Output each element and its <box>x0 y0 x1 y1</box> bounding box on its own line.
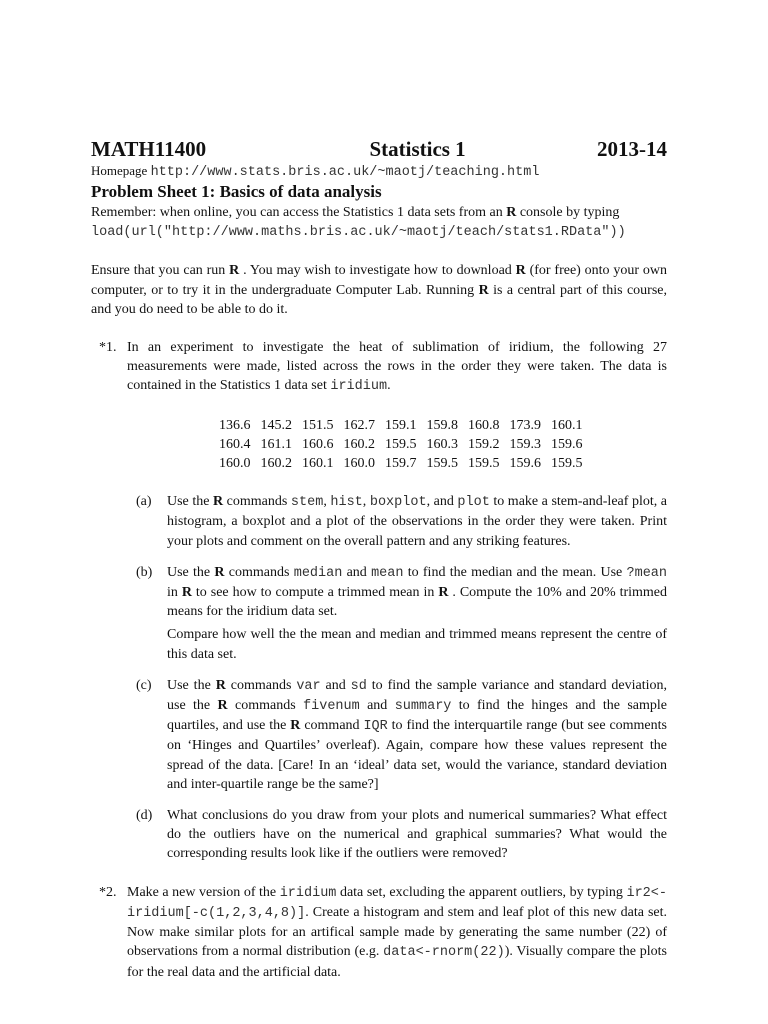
text: to make a stem-and-leaf plot, a histogram, a boxplot and a plot of the observations in the order they were taken. Print your plots and comment on the overall pattern and any striking features. <box>167 494 668 549</box>
subquestion-label: (c) <box>136 677 152 693</box>
academic-year: 2013-14 <box>597 137 667 161</box>
r-label: R <box>515 263 526 279</box>
code-mean: mean <box>371 565 404 581</box>
course-name: Statistics 1 <box>369 137 466 161</box>
text: in <box>167 585 182 601</box>
r-label: R <box>229 263 240 279</box>
data-cell: 160.2 <box>343 436 375 452</box>
text: commands <box>227 698 304 714</box>
data-cell: 136.6 <box>219 417 251 433</box>
text: data set, excluding the apparent outliers, by typing <box>336 884 627 900</box>
data-cell: 159.5 <box>426 456 458 472</box>
code-var: var <box>296 678 321 694</box>
course-code: MATH11400 <box>91 137 207 161</box>
question-1b-extra: Compare how well the the mean and median and trimmed means represent the centre of this data set. <box>167 627 667 662</box>
ensure-text: (for free) onto your own computer, or to try it in the undergraduate Computer Lab. Running <box>91 263 667 298</box>
problem-sheet-page <box>91 136 667 982</box>
r-label: R <box>214 564 225 580</box>
data-cell: 159.6 <box>551 436 583 452</box>
r-label: R <box>217 698 228 714</box>
homepage-line <box>91 163 667 181</box>
text: to find the interquartile range (but see comments on ‘Hinges and Quartiles’ overleaf). Again, compare how these values represent the spread of the data. [Care! In an ‘ideal’ data set, would the variance, standard deviation and inter-quartile range be the same?] <box>167 718 667 792</box>
text: . Compute the 10% and 20% trimmed means for the iridium data set. <box>167 585 667 620</box>
text: , and <box>426 494 458 510</box>
ensure-text: Ensure that you can run <box>91 263 230 279</box>
question-1a <box>136 492 667 551</box>
data-cell: 162.7 <box>343 417 375 433</box>
data-cell: 159.2 <box>468 436 500 452</box>
ensure-paragraph <box>91 261 667 319</box>
question-2-text <box>127 883 667 982</box>
code-summary: summary <box>394 699 452 715</box>
question-1a-text <box>167 492 667 551</box>
text: to find the sample variance and standard deviation, use the <box>167 677 667 714</box>
text: and <box>359 698 395 714</box>
text: to see how to compute a trimmed mean in <box>191 585 439 601</box>
load-command: load(url("http://www.maths.bris.ac.uk/~maotj/teach/stats1.RData")) <box>91 225 626 241</box>
remember-text-end: console by typing <box>516 205 620 220</box>
data-row <box>219 435 593 454</box>
r-label: R <box>506 205 517 220</box>
question-1 <box>91 338 667 864</box>
code-boxplot: boxplot <box>369 495 427 511</box>
r-label: R <box>213 494 224 510</box>
code-plot: plot <box>457 495 490 511</box>
data-row <box>219 454 593 473</box>
question-1d-text: What conclusions do you draw from your plots and numerical summaries? What effect do the outliers have on the numerical and graphical summaries? What would the corresponding results look like if the outliers were removed? <box>167 808 667 862</box>
code-sd: sd <box>350 678 367 694</box>
homepage-url[interactable]: http://www.stats.bris.ac.uk/~maotj/teaching.html <box>150 165 540 180</box>
remember-text: Remember: when online, you can access the Statistics 1 data sets from an <box>91 205 507 220</box>
r-label: R <box>290 718 301 734</box>
r-label: R <box>478 282 489 298</box>
data-cell: 160.1 <box>551 417 583 433</box>
subquestion-label: (d) <box>136 808 153 824</box>
text: and <box>320 677 351 693</box>
data-cell: 160.1 <box>302 456 334 472</box>
text: to find the median and the mean. Use <box>403 564 627 580</box>
data-cell: 159.3 <box>509 436 541 452</box>
remember-paragraph <box>91 203 667 242</box>
text: , <box>362 494 370 510</box>
data-cell: 159.6 <box>509 456 541 472</box>
ensure-text: . You may wish to investigate how to download <box>239 263 516 279</box>
text: , <box>323 494 331 510</box>
sheet-title: Problem Sheet 1: Basics of data analysis <box>91 182 382 201</box>
data-cell: 145.2 <box>260 417 292 433</box>
data-cell: 160.0 <box>219 456 251 472</box>
code-ir2: ir2<-iridium[-c(1,2,3,4,8)] <box>127 885 667 921</box>
code-iridium: iridium <box>279 885 337 901</box>
data-cell: 160.3 <box>426 436 458 452</box>
code-stem: stem <box>290 495 324 511</box>
data-cell: 160.4 <box>219 436 251 452</box>
text: . Create a histogram and stem and leaf plot of this new data set. Now make similar plots for an artifical sample made by generating the same number (22) of observations from a normal distribution (e.g. <box>127 904 667 960</box>
data-cell: 160.8 <box>468 417 500 433</box>
data-cell: 173.9 <box>509 417 541 433</box>
question-1b-text <box>167 563 667 622</box>
subquestion-label: (a) <box>136 494 152 510</box>
data-cell: 160.0 <box>343 456 375 472</box>
code-iqr: IQR <box>363 719 388 735</box>
data-row <box>219 416 593 435</box>
data-cell: 160.2 <box>260 456 292 472</box>
question-1-text <box>127 338 667 397</box>
data-cell: 159.8 <box>426 417 458 433</box>
code-hist: hist <box>330 495 363 511</box>
code-rnorm: data<-rnorm(22) <box>383 945 505 961</box>
homepage-label: Homepage <box>91 163 148 178</box>
text: command <box>300 718 364 734</box>
question-number: *1. <box>99 340 117 356</box>
code-help-mean: ?mean <box>626 565 668 581</box>
text: Use the <box>167 564 215 580</box>
question-1c-text <box>167 676 667 794</box>
text: and <box>342 564 372 580</box>
dataset-name: iridium <box>330 379 388 395</box>
data-cell: 159.7 <box>385 456 417 472</box>
question-1b <box>136 563 667 664</box>
ensure-text: is a central part of this course, and you do need to be able to do it. <box>91 282 667 317</box>
question-text: In an experiment to investigate the heat of sublimation of iridium, the following 27 measurements were made, listed across the rows in the order they were taken. The data is contained in the Statistics 1 data set <box>127 340 667 394</box>
r-label: R <box>181 585 192 601</box>
data-cell: 159.5 <box>385 436 417 452</box>
text: Use the <box>167 494 213 510</box>
data-cell: 159.5 <box>468 456 500 472</box>
text: Use the <box>167 677 216 693</box>
text: ). Visually compare the plots for the real data and the artificial data. <box>127 944 667 980</box>
data-cell: 159.1 <box>385 417 417 433</box>
question-1c <box>136 676 667 794</box>
page-header <box>91 136 667 162</box>
data-cell: 161.1 <box>260 436 292 452</box>
text: commands <box>224 564 294 580</box>
text: to find the hinges and the sample quartiles, and use the <box>167 698 668 734</box>
code-fivenum: fivenum <box>303 699 360 715</box>
question-2 <box>91 883 667 982</box>
question-1d <box>136 806 667 864</box>
data-cell: 151.5 <box>302 417 334 433</box>
question-text-end: . <box>387 378 391 394</box>
r-label: R <box>215 677 226 693</box>
r-label: R <box>438 585 449 601</box>
text: commands <box>225 677 297 693</box>
text: commands <box>223 494 291 510</box>
question-number: *2. <box>99 884 117 900</box>
subquestion-label: (b) <box>136 564 153 580</box>
data-cell: 160.6 <box>302 436 334 452</box>
data-cell: 159.5 <box>551 456 583 472</box>
code-median: median <box>293 565 343 581</box>
iridium-data-table <box>219 416 593 474</box>
text: Make a new version of the <box>127 884 280 900</box>
